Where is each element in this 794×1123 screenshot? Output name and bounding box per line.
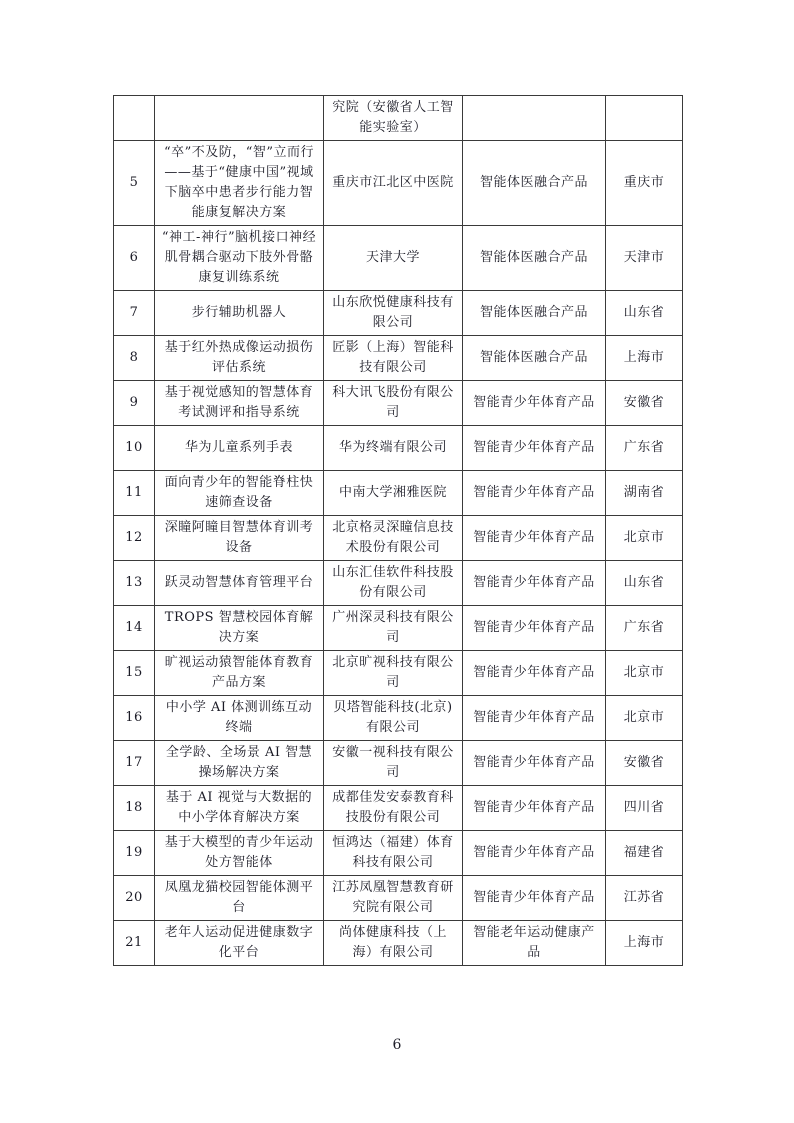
table-row — [114, 786, 683, 831]
cell-organization: 尚体健康科技（上海）有限公司 — [324, 921, 463, 966]
cell-no: 18 — [114, 786, 155, 831]
cell-category — [463, 96, 606, 141]
cell-region: 天津市 — [606, 226, 683, 291]
cell-no: 21 — [114, 921, 155, 966]
table-row — [114, 291, 683, 336]
cell-no: 5 — [114, 141, 155, 226]
cell-project: 中小学 AI 体测训练互动终端 — [155, 696, 324, 741]
cell-organization: 北京格灵深瞳信息技术股份有限公司 — [324, 516, 463, 561]
cell-category: 智能青少年体育产品 — [463, 561, 606, 606]
cell-region: 安徽省 — [606, 381, 683, 426]
table-row — [114, 336, 683, 381]
table-row — [114, 381, 683, 426]
table-row — [114, 921, 683, 966]
table-row — [114, 471, 683, 516]
cell-region: 上海市 — [606, 336, 683, 381]
cell-project: TROPS 智慧校园体育解决方案 — [155, 606, 324, 651]
cell-region: 江苏省 — [606, 876, 683, 921]
page-number: 6 — [392, 1037, 402, 1053]
cell-category: 智能体医融合产品 — [463, 291, 606, 336]
table-row-carryover — [114, 96, 683, 141]
cell-organization: 北京旷视科技有限公司 — [324, 651, 463, 696]
table-row — [114, 226, 683, 291]
table-row — [114, 831, 683, 876]
cell-project: 深瞳阿瞳目智慧体育训考设备 — [155, 516, 324, 561]
table-row — [114, 561, 683, 606]
cell-project: 旷视运动猿智能体育教育产品方案 — [155, 651, 324, 696]
cell-organization: 科大讯飞股份有限公司 — [324, 381, 463, 426]
cell-region: 安徽省 — [606, 741, 683, 786]
cell-region: 北京市 — [606, 516, 683, 561]
cell-region: 广东省 — [606, 426, 683, 471]
cell-project: 华为儿童系列手表 — [155, 426, 324, 471]
cell-region — [606, 96, 683, 141]
table-row — [114, 651, 683, 696]
cell-region: 北京市 — [606, 696, 683, 741]
cell-project: “神工-神行”脑机接口神经肌骨耦合驱动下肢外骨骼康复训练系统 — [155, 226, 324, 291]
cell-project — [155, 96, 324, 141]
cell-no: 9 — [114, 381, 155, 426]
cell-category: 智能青少年体育产品 — [463, 696, 606, 741]
cell-category: 智能体医融合产品 — [463, 336, 606, 381]
cell-project: 老年人运动促进健康数字化平台 — [155, 921, 324, 966]
cell-category: 智能体医融合产品 — [463, 226, 606, 291]
cell-category: 智能青少年体育产品 — [463, 741, 606, 786]
table-row — [114, 606, 683, 651]
cell-project: 跃灵动智慧体育管理平台 — [155, 561, 324, 606]
cell-no: 8 — [114, 336, 155, 381]
cell-category: 智能青少年体育产品 — [463, 471, 606, 516]
table-row — [114, 426, 683, 471]
table-row — [114, 516, 683, 561]
cell-region: 湖南省 — [606, 471, 683, 516]
cell-region: 山东省 — [606, 291, 683, 336]
cell-category: 智能青少年体育产品 — [463, 606, 606, 651]
cell-no: 20 — [114, 876, 155, 921]
cell-organization: 安徽一视科技有限公司 — [324, 741, 463, 786]
cell-organization: 贝塔智能科技(北京)有限公司 — [324, 696, 463, 741]
cell-category: 智能青少年体育产品 — [463, 516, 606, 561]
cell-no: 11 — [114, 471, 155, 516]
cell-project: 凤凰龙猫校园智能体测平台 — [155, 876, 324, 921]
products-table-body — [114, 96, 683, 966]
cell-organization: 重庆市江北区中医院 — [324, 141, 463, 226]
cell-organization: 山东汇佳软件科技股份有限公司 — [324, 561, 463, 606]
cell-region: 重庆市 — [606, 141, 683, 226]
cell-no: 12 — [114, 516, 155, 561]
cell-no: 17 — [114, 741, 155, 786]
cell-category: 智能体医融合产品 — [463, 141, 606, 226]
cell-region: 北京市 — [606, 651, 683, 696]
cell-no: 10 — [114, 426, 155, 471]
cell-organization: 天津大学 — [324, 226, 463, 291]
cell-region: 广东省 — [606, 606, 683, 651]
cell-organization: 究院（安徽省人工智能实验室） — [324, 96, 463, 141]
cell-project: 基于 AI 视觉与大数据的中小学体育解决方案 — [155, 786, 324, 831]
cell-organization: 江苏凤凰智慧教育研究院有限公司 — [324, 876, 463, 921]
cell-category: 智能青少年体育产品 — [463, 786, 606, 831]
cell-category: 智能青少年体育产品 — [463, 651, 606, 696]
cell-no: 16 — [114, 696, 155, 741]
cell-region: 四川省 — [606, 786, 683, 831]
table-row — [114, 741, 683, 786]
cell-project: 面向青少年的智能脊柱快速筛查设备 — [155, 471, 324, 516]
cell-project: “卒”不及防，“智”立而行——基于“健康中国”视域下脑卒中患者步行能力智能康复解决方案 — [155, 141, 324, 226]
cell-no: 7 — [114, 291, 155, 336]
cell-organization: 山东欣悦健康科技有限公司 — [324, 291, 463, 336]
cell-project: 步行辅助机器人 — [155, 291, 324, 336]
cell-region: 山东省 — [606, 561, 683, 606]
cell-no: 15 — [114, 651, 155, 696]
cell-organization: 恒鸿达（福建）体育科技有限公司 — [324, 831, 463, 876]
cell-region: 福建省 — [606, 831, 683, 876]
cell-category: 智能青少年体育产品 — [463, 381, 606, 426]
cell-organization: 中南大学湘雅医院 — [324, 471, 463, 516]
cell-organization: 华为终端有限公司 — [324, 426, 463, 471]
cell-project: 基于视觉感知的智慧体育考试测评和指导系统 — [155, 381, 324, 426]
cell-no: 19 — [114, 831, 155, 876]
cell-region: 上海市 — [606, 921, 683, 966]
cell-no: 14 — [114, 606, 155, 651]
cell-organization: 匠影（上海）智能科技有限公司 — [324, 336, 463, 381]
cell-category: 智能青少年体育产品 — [463, 876, 606, 921]
cell-category: 智能青少年体育产品 — [463, 831, 606, 876]
table-row — [114, 876, 683, 921]
cell-organization: 成都佳发安泰教育科技股份有限公司 — [324, 786, 463, 831]
cell-category: 智能青少年体育产品 — [463, 426, 606, 471]
cell-project: 基于红外热成像运动损伤评估系统 — [155, 336, 324, 381]
cell-project: 基于大模型的青少年运动处方智能体 — [155, 831, 324, 876]
cell-organization: 广州深灵科技有限公司 — [324, 606, 463, 651]
products-table — [113, 95, 683, 966]
cell-no — [114, 96, 155, 141]
cell-project: 全学龄、全场景 AI 智慧操场解决方案 — [155, 741, 324, 786]
cell-category: 智能老年运动健康产品 — [463, 921, 606, 966]
table-row — [114, 696, 683, 741]
table-row — [114, 141, 683, 226]
cell-no: 13 — [114, 561, 155, 606]
cell-no: 6 — [114, 226, 155, 291]
